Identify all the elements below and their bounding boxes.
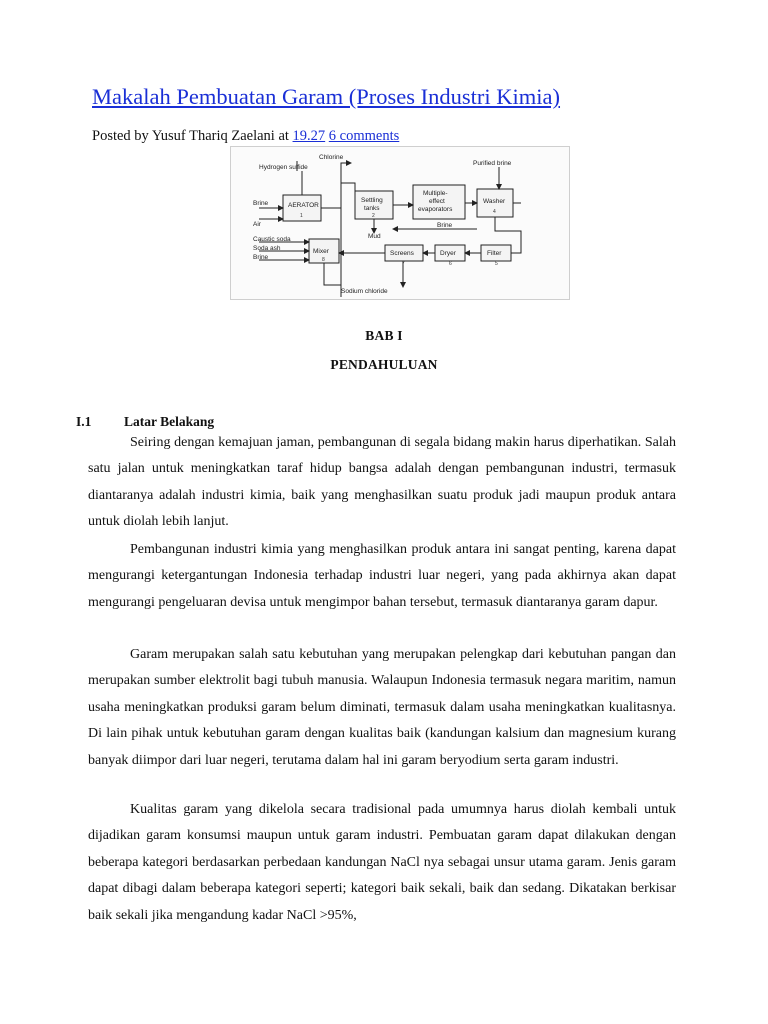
- post-byline: [92, 128, 399, 145]
- paragraph-3: Garam merupakan salah satu kebutuhan yang merupakan pelengkap dari kebutuhan pangan dan merupakan sumber elektrolit bagi tubuh manusia. Walaupun Indonesia termasuk negara maritim, namun usaha meningkatkan produksi garam belum diminati, termasuk dalam usaha meningkatkan kualitasnya. Di lain pihak untuk kebutuhan garam dengan kualitas baik (kandungan kalsium dan magnesium kurang banyak diimpor dari luar negeri, terutama dalam hal ini garam beryodium serta garam industri.: [88, 647, 676, 768]
- label-aerator: AERATOR: [288, 202, 319, 209]
- label-screens-num: 7: [402, 261, 405, 267]
- label-mud: Mud: [368, 233, 381, 240]
- label-settling-2: tanks: [364, 205, 380, 212]
- label-purified-brine: Purified brine: [473, 160, 512, 167]
- label-sodium-chloride: Sodium chloride: [341, 288, 388, 295]
- chapter-number: BAB I: [365, 328, 403, 343]
- comments-link[interactable]: 6 comments: [328, 128, 400, 144]
- paragraph-1: Seiring dengan kemajuan jaman, pembangunan di segala bidang makin harus diperhatikan. Salah satu jalan untuk meningkatkan taraf hidup bangsa adalah dengan pembangunan industri, termasuk diantaranya adalah industri kimia, baik yang menghasilkan suatu produk jadi maupun produk antara untuk diolah lebih lanjut.: [88, 435, 676, 530]
- label-mixer-num: 8: [322, 257, 325, 263]
- label-brine-in: Brine: [253, 200, 269, 207]
- post-title: [92, 84, 560, 110]
- label-multi-2: effect: [429, 198, 445, 205]
- label-mixer: Mixer: [313, 248, 329, 255]
- label-washer-num: 4: [493, 209, 496, 215]
- section-heading: [76, 414, 214, 430]
- label-dryer-num: 6: [449, 261, 452, 267]
- section-number: I.1: [76, 414, 92, 429]
- paragraph-2: Pembangunan industri kimia yang menghasilkan produk antara ini sangat penting, karena dapat mengurangi ketergantungan Indonesia terhadap industri luar negeri, yang pada akhirnya akan dapat mengurangi pengeluaran devisa untuk mengimpor bahan tersebut, termasuk diantaranya garam dapur.: [88, 542, 676, 610]
- process-flow-diagram: [230, 146, 570, 300]
- label-soda-ash: Soda ash: [253, 245, 281, 252]
- label-filter: Filter: [487, 250, 502, 257]
- label-washer: Washer: [483, 198, 506, 205]
- label-filter-num: 5: [495, 261, 498, 267]
- byline-author-text: Posted by Yusuf Thariq Zaelani at: [92, 128, 293, 144]
- section-title: Latar Belakang: [124, 414, 215, 429]
- label-chlorine: Chlorine: [319, 154, 344, 161]
- label-aerator-num: 1: [300, 213, 303, 219]
- post-title-link[interactable]: Makalah Pembuatan Garam (Proses Industri Kimia): [92, 84, 561, 109]
- label-caustic-soda: Caustic soda: [253, 236, 291, 243]
- label-brine-return: Brine: [437, 222, 453, 229]
- label-settling-num: 2: [372, 213, 375, 219]
- post-time-link[interactable]: 19.27: [292, 128, 326, 144]
- label-settling-1: Settling: [361, 197, 383, 204]
- label-hydrogen-sulfide: Hydrogen sulfide: [259, 164, 308, 171]
- label-screens: Screens: [390, 250, 414, 257]
- chapter-title: PENDAHULUAN: [330, 357, 438, 372]
- label-multi-3: evaporators: [418, 206, 453, 213]
- label-brine-mixer: Brine: [253, 254, 269, 261]
- label-air: Air: [253, 221, 261, 228]
- label-multi-1: Multiple-: [423, 190, 448, 197]
- paragraph-4: Kualitas garam yang dikelola secara tradisional pada umumnya harus diolah kembali untuk dijadikan garam konsumsi maupun untuk garam industri. Pembuatan garam dapat dilakukan dengan beberapa kategori berdasarkan perbedaan kandungan NaCl nya sebagai unsur utama garam. Jenis garam dapat dibagi dalam beberapa kategori seperti; kategori baik sekali, baik dan sedang. Dikatakan berkisar baik sekali jika mengandung kadar NaCl >95%,: [88, 802, 676, 923]
- label-dryer: Dryer: [440, 250, 456, 257]
